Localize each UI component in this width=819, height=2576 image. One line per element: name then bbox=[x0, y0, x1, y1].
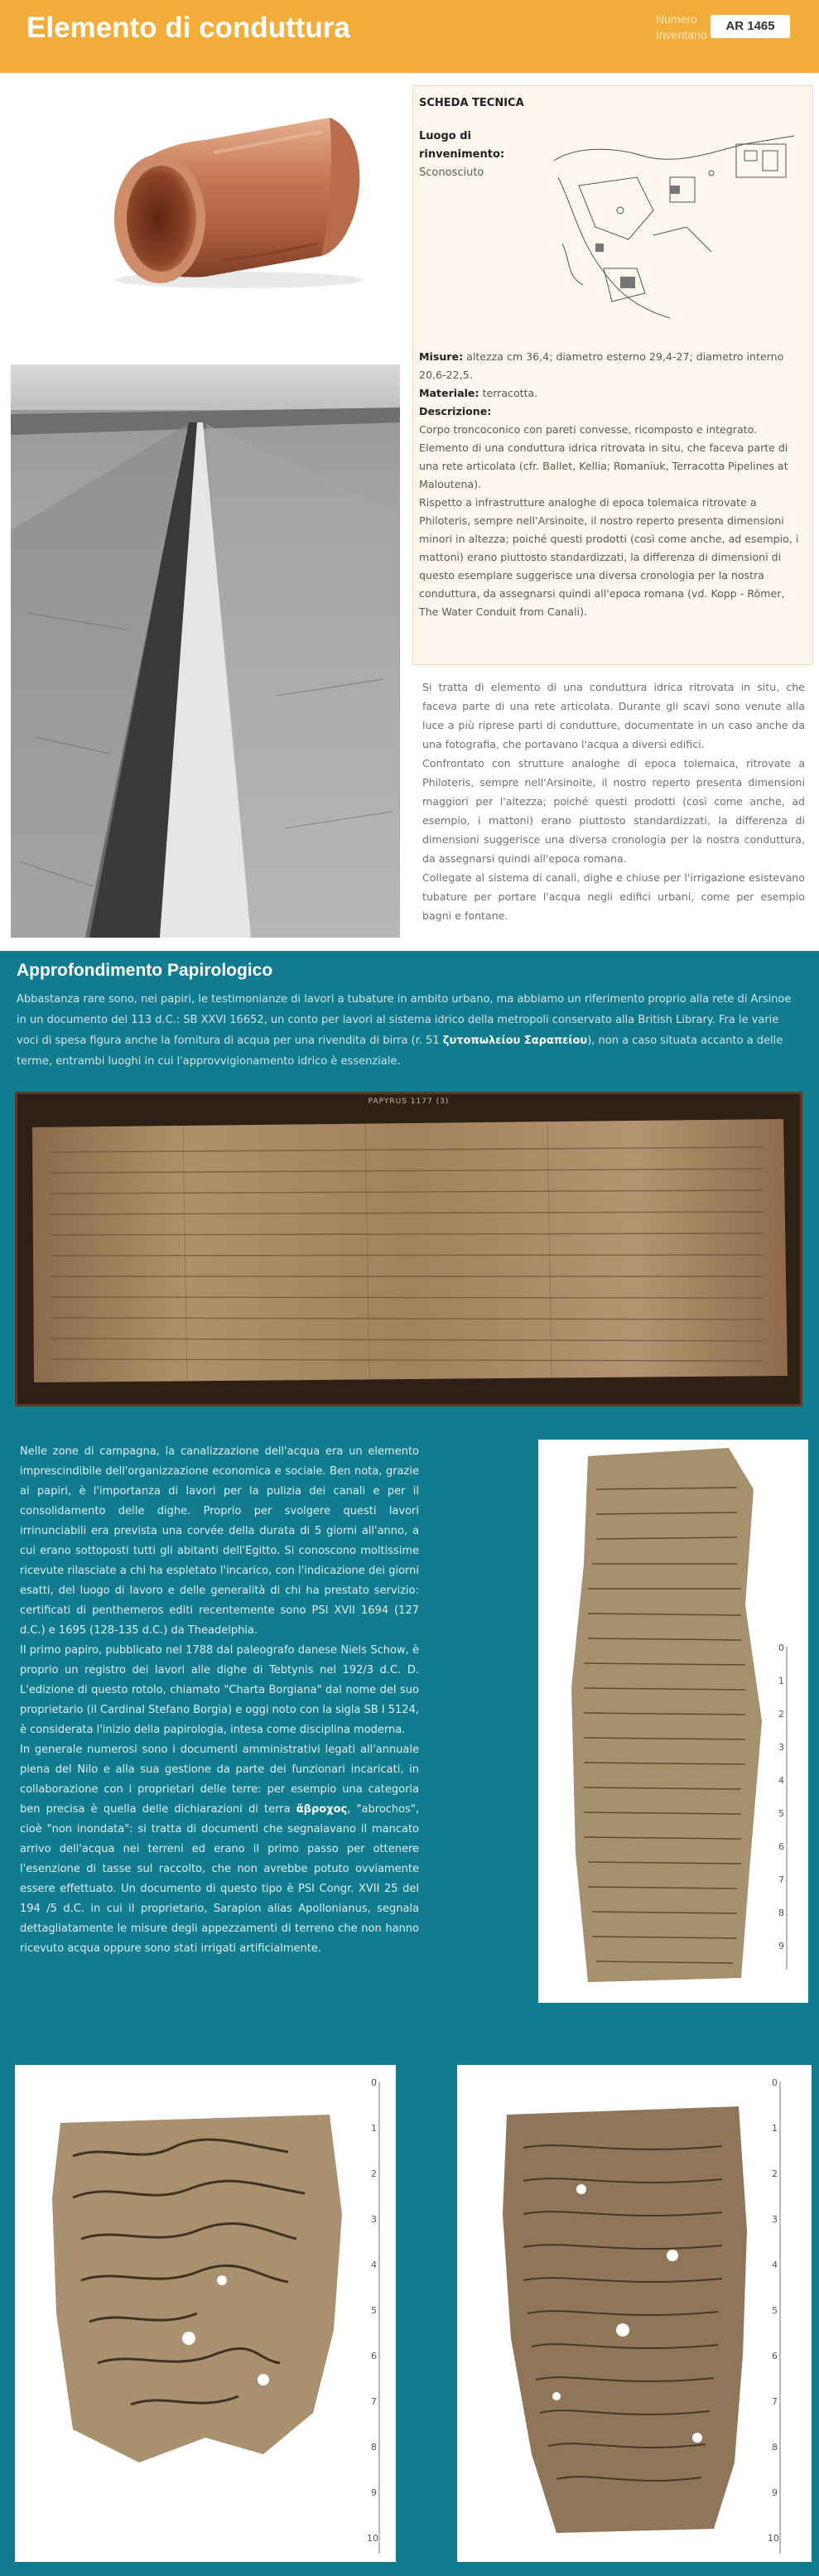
papyrus-fragment-photo-3 bbox=[457, 2065, 812, 2562]
pipe-photo bbox=[81, 94, 373, 293]
svg-text:7: 7 bbox=[778, 1874, 784, 1885]
svg-text:5: 5 bbox=[772, 2305, 778, 2316]
svg-text:4: 4 bbox=[371, 2260, 377, 2270]
papyrology-intro bbox=[17, 989, 802, 1072]
svg-text:6: 6 bbox=[778, 1841, 784, 1852]
artifact-paragraph-2: Confrontato con strutture analoghe di epoca tolemaica, ritrovate a Philoteris, sempre nell'Arsinoite, il nostro reperto presenta dimensioni maggiori per l'altezza; poiché questi prodotti (così come anche, ad esempio, i mattoni) erano piuttosto standardizzati, la differenza di dimensioni suggerisce una diversa cronologia per la nostra conduttura, da assegnarsi quindi all'epoca romana. bbox=[422, 757, 805, 865]
find-place-label: Luogo di rinvenimento: bbox=[419, 130, 505, 161]
svg-text:4: 4 bbox=[778, 1775, 784, 1786]
svg-text:3: 3 bbox=[772, 2214, 778, 2225]
svg-text:2: 2 bbox=[778, 1709, 784, 1720]
svg-text:10: 10 bbox=[768, 2533, 779, 2544]
svg-text:2: 2 bbox=[772, 2168, 778, 2179]
find-place-value: Sconosciuto bbox=[419, 166, 484, 179]
material-value: terracotta. bbox=[479, 387, 538, 399]
site-plan bbox=[546, 128, 809, 335]
technical-sheet bbox=[412, 85, 813, 665]
svg-text:1: 1 bbox=[778, 1676, 784, 1686]
svg-text:10: 10 bbox=[367, 2533, 378, 2544]
papyrology-paragraph-3-part-2: , "abrochos", cioè "non inondata": si tratta di documenti che segnalavano il mancato arrivo dell'acqua nei terreni ed erano il primo passo per ottenere l'esenzione di tasse sul raccolto, che non avrebbe potuto ovviamente essere effettuato. Un documento di questo tipo è PSI Congr. XVII 25 del 194 /5 d.C. in cui il proprietario, Sarapion alias Apollonianus, segnala dettagliatamente le misure degli appezzamenti di terreno che non hanno ricevuto acqua oppure sono stati irrigati artificialmente. bbox=[20, 1803, 419, 1955]
svg-text:7: 7 bbox=[371, 2396, 377, 2407]
svg-text:6: 6 bbox=[371, 2351, 377, 2361]
technical-details bbox=[419, 348, 807, 621]
papyrus-fragment-illustration-1 bbox=[538, 1440, 808, 2003]
papyrology-paragraph-1: Nelle zone di campagna, la canalizzazione dell'acqua era un elemento imprescindibile dell'organizzazione economica e sociale. Ben nota, grazie ai papiri, è l'importanza di lavori per la pulizia dei canali e per il consolidamento delle dighe. Proprio per svolgere questi lavori irrinunciabili era prevista una corvée della durata di 5 giorni all'anno, a cui erano sottoposti tutti gli abitanti dell'Egitto. Si conoscono moltissime ricevute rilasciate a chi ha espletato l'incarico, con l'indicazione dei giorni esatti, del luogo di lavoro e delle generalità di chi ha prestato servizio: certificati di penthemeros editi recentemente sono PSI XVII 1694 (127 d.C.) e 1695 (128-135 d.C.) da Theadelphia. bbox=[20, 1445, 419, 1637]
svg-text:5: 5 bbox=[778, 1808, 784, 1819]
svg-text:0: 0 bbox=[772, 2077, 778, 2088]
description-paragraph-1: Corpo troncoconico con pareti convesse, ricomposto e integrato. Elemento di una conduttura idrica ritrovata in situ, che faceva parte di una rete articolata (cfr. Ballet, Kellia; Romaniuk, Terracotta Pipelines at Maloutena). bbox=[419, 423, 788, 490]
svg-text:2: 2 bbox=[371, 2168, 377, 2179]
svg-text:8: 8 bbox=[778, 1908, 784, 1918]
papyrus-fragment-illustration-3 bbox=[457, 2065, 812, 2562]
terracotta-pipe-illustration bbox=[81, 94, 373, 293]
svg-text:1: 1 bbox=[772, 2123, 778, 2134]
papyrus-fragment-illustration-2 bbox=[15, 2065, 396, 2562]
page-title: Elemento di conduttura bbox=[26, 12, 350, 44]
inventory-label bbox=[656, 12, 706, 43]
svg-text:9: 9 bbox=[778, 1941, 784, 1951]
material-line bbox=[419, 384, 807, 403]
papyrus-scroll-illustration bbox=[17, 1094, 800, 1404]
inventory-label-line-2: Inventario bbox=[656, 28, 707, 41]
find-place bbox=[419, 128, 560, 182]
papyrus-scroll-photo bbox=[15, 1092, 802, 1406]
measures-line bbox=[419, 348, 807, 384]
excavation-trench-illustration bbox=[11, 364, 400, 938]
site-plan-drawing bbox=[546, 128, 809, 335]
description-label: Descrizione: bbox=[419, 405, 492, 417]
papyrology-intro-part-2: ), non a caso situata accanto a delle terme, entrambi luoghi in cui l'approvvigionamento idrico è essenziale. bbox=[17, 1035, 783, 1068]
artifact-section bbox=[0, 73, 819, 951]
inventory-number: AR 1465 bbox=[711, 15, 790, 38]
papyrology-body-text bbox=[20, 1442, 419, 1959]
description-paragraph-2: Rispetto a infrastrutture analoghe di epoca tolemaica ritrovate a Philoteris, sempre nell'Arsinoite, il nostro reperto presenta dimensioni minori in altezza; poiché questi prodotti (così come anche, ad esempio, i mattoni) erano piuttosto standardizzati, la differenza di dimensioni di questo esemplare suggerisce una diversa cronologia per la nostra conduttura, da assegnarsi quindi all'epoca romana (vd. Kopp - Römer, The Water Conduit from Canali). bbox=[419, 496, 799, 618]
abrochos-greek: ἄβροχος bbox=[296, 1803, 348, 1816]
inventory-label-line-1: Numero bbox=[656, 12, 697, 26]
papyrology-intro-part-1: Abbastanza rare sono, nei papiri, le testimonianze di lavori a tubature in ambito urbano, ma abbiamo un riferimento proprio alla rete di Arsinoe in un documento del 113 d.C.: SB XXVI 16652, un conto per lavori al sistema idrico della metropoli conservato alla British Library. Fra le varie voci di spesa figura anche la fornitura di acqua per una rivendita di birra (r. 51 bbox=[17, 993, 792, 1047]
measures-value: altezza cm 36,4; diametro esterno 29,4-27; diametro interno 20,6-22,5. bbox=[419, 350, 784, 381]
papyrology-title: Approfondimento Papirologico bbox=[17, 961, 273, 980]
papyrology-paragraph-3-part-1: In generale numerosi sono i documenti amministrativi legati all'annuale piena del Nilo e alla sua gestione da parte dei funzionari incaricati, in collaborazione con i proprietari delle terre: per esempio una categoria ben precisa è quella delle dichiarazioni di terra bbox=[20, 1744, 419, 1816]
excavation-photo bbox=[11, 364, 400, 938]
svg-text:8: 8 bbox=[371, 2442, 377, 2453]
papyrology-intro-greek: ζυτοπωλείου Σαραπείου bbox=[442, 1035, 588, 1047]
papyrology-paragraph-2: Il primo papiro, pubblicato nel 1788 dal paleografo danese Niels Schow, è proprio un registro dei lavori alle dighe di Tebtynis nel 192/3 d.C. D. L'edizione di questo rotolo, chiamato "Charta Borgiana" dal nome del suo proprietario (il Cardinal Stefano Borgia) e oggi noto con la sigla SB I 5124, è considerata l'inizio della papirologia, intesa come disciplina moderna. bbox=[20, 1644, 419, 1736]
svg-text:4: 4 bbox=[772, 2260, 778, 2270]
papyrology-paragraph-3 bbox=[20, 1740, 419, 1959]
svg-text:5: 5 bbox=[371, 2305, 377, 2316]
svg-text:0: 0 bbox=[371, 2077, 377, 2088]
material-label: Materiale: bbox=[419, 387, 479, 399]
measures-label: Misure: bbox=[419, 350, 464, 363]
artifact-text bbox=[422, 678, 805, 925]
papyrus-banner-label: PAPYRUS 1177 (3) bbox=[368, 1097, 450, 1106]
svg-text:0: 0 bbox=[778, 1643, 784, 1653]
svg-text:3: 3 bbox=[778, 1742, 784, 1753]
technical-sheet-title: SCHEDA TECNICA bbox=[419, 97, 524, 109]
svg-text:3: 3 bbox=[371, 2214, 377, 2225]
papyrus-fragment-photo-2 bbox=[15, 2065, 396, 2562]
svg-text:1: 1 bbox=[371, 2123, 377, 2134]
papyrus-fragment-photo-1 bbox=[538, 1440, 808, 2003]
description-label-line bbox=[419, 403, 807, 421]
artifact-paragraph-3: Collegate al sistema di canali, dighe e chiuse per l'irrigazione esistevano tubature per portare l'acqua negli edifici urbani, come per esempio bagni e fontane. bbox=[422, 871, 805, 922]
svg-text:7: 7 bbox=[772, 2396, 778, 2407]
page-header bbox=[0, 0, 819, 73]
svg-text:8: 8 bbox=[772, 2442, 778, 2453]
svg-text:9: 9 bbox=[371, 2487, 377, 2498]
artifact-paragraph-1: Si tratta di elemento di una conduttura idrica ritrovata in situ, che faceva parte di una rete articolata. Durante gli scavi sono venute alla luce a più riprese parti di condutture, documentate in un caso anche da una fotografia, che portavano l'acqua a diversi edifici. bbox=[422, 681, 805, 750]
svg-text:6: 6 bbox=[772, 2351, 778, 2361]
svg-text:9: 9 bbox=[772, 2487, 778, 2498]
papyrology-section bbox=[0, 951, 819, 2576]
